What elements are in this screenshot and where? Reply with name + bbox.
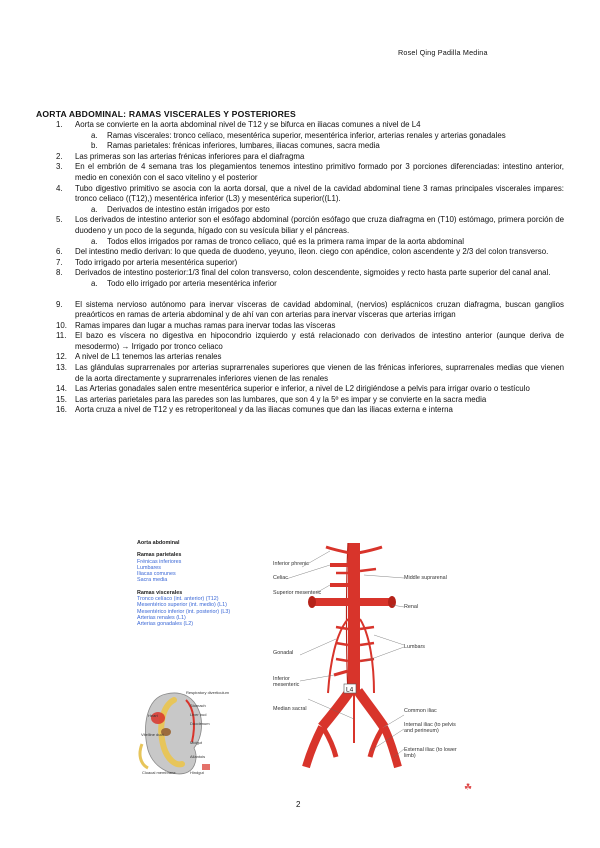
label-median-sacral: Median sacral xyxy=(273,706,307,712)
label-inferior-phrenic: Inferior phrenic xyxy=(273,561,309,567)
legend-visceral-title: Ramas viscerales xyxy=(137,589,183,596)
list-item-number: 7. xyxy=(56,257,63,267)
legend-visceral-item: Mesentérico inferior (int. posterior) (L3) xyxy=(137,608,231,615)
list-item-text: El bazo es víscera no digestiva en hipocondrio izquierdo y está relacionado con derivados de intestino anterior (aunque deriva de mesodermo) → Irrigado por tronco celiaco xyxy=(75,331,564,351)
label-celiac: Celiac xyxy=(273,575,288,581)
l4-badge: L4 xyxy=(346,686,354,694)
list-item-number: 14. xyxy=(56,384,67,394)
label-superior-mesenteric: Superior mesenteric xyxy=(273,590,322,596)
legend-visceral-item: Arterias renales (L1) xyxy=(137,614,186,621)
embryo-label: Hindgut xyxy=(190,770,204,775)
list-item-text: Derivados de intestino posterior:1/3 final del colon transverso, colon descendente, sigmoides y recto hasta parte superior del canal anal. xyxy=(75,268,551,278)
list-item-text: Del intestino medio derivan: lo que queda de duodeno, yeyuno, íleon. ciego con apéndice, colon ascendente y 2/3 del colon transverso. xyxy=(75,247,549,257)
embryo-label: Liver bud xyxy=(190,712,207,717)
list-item xyxy=(36,268,564,279)
label-middle-suprarenal: Middle suprarenal xyxy=(404,575,447,581)
list-item xyxy=(36,321,564,332)
legend-parietal-item: Lumbares xyxy=(137,564,161,571)
section-heading: AORTA ABDOMINAL: RAMAS VISCERALES Y POSTERIORES xyxy=(36,109,296,119)
list-item-text: Las Arterias gonadales salen entre mesentérica superior e inferior, a nivel de L2 dirigiéndose a pelvis para irrigar ovario o testículo xyxy=(75,384,530,394)
list-item-number: 9. xyxy=(56,299,63,309)
list-item-number: a. xyxy=(91,278,98,288)
legend-parietal-item: Iliacas comunes xyxy=(137,571,176,578)
list-subitem xyxy=(36,237,564,248)
list-item-number: 13. xyxy=(56,363,67,373)
list-item-number: 3. xyxy=(56,162,63,172)
list-item xyxy=(36,363,564,384)
list-item-number: a. xyxy=(91,130,98,140)
list-subitem xyxy=(36,131,564,142)
embryo-label: Midgut xyxy=(190,740,203,745)
embryo-label: Allantois xyxy=(190,754,206,759)
list-item-text: Ramas viscerales: tronco celíaco, mesentérica superior, mesentérica inferior, arterias renales y arterias gonadales xyxy=(107,130,506,140)
list-item xyxy=(36,300,564,321)
embryo-label: Cloacal membrane xyxy=(142,770,176,775)
list-item xyxy=(36,247,564,258)
list-item-text: Los derivados de intestino anterior son el esófago abdominal (porción esófago que cruza diafragma en (T10) estómago, primera porción de duodeno y un poco de la segunda, hígado con su vesícula biliar y el páncreas. xyxy=(75,215,564,235)
embryo-label: Duodenum xyxy=(190,721,210,726)
list-item-number: 15. xyxy=(56,394,67,404)
list-item xyxy=(36,162,564,183)
list-item-text: Las primeras son las arterias frénicas inferiores para el diafragma xyxy=(75,151,305,161)
list-item-number: 16. xyxy=(56,405,67,415)
list-item-number: 2. xyxy=(56,151,63,161)
list-subitem xyxy=(36,141,564,152)
list-item xyxy=(36,215,564,236)
embryo-label: Heart xyxy=(148,713,158,718)
list-item-text: Ramas impares dan lugar a muchas ramas para inervar todas las vísceras xyxy=(75,320,336,330)
list-item xyxy=(36,184,564,205)
figure-legend xyxy=(137,540,230,628)
page-number: 2 xyxy=(296,800,301,809)
list-subitem xyxy=(36,279,564,290)
stamp-icon: ☘ xyxy=(464,782,473,792)
list-item-number: 4. xyxy=(56,183,63,193)
list-item-number: b. xyxy=(91,141,98,151)
list-subitem xyxy=(36,205,564,216)
label-external-iliac: External iliac (to lower limb) xyxy=(404,747,457,759)
list-item-text: Las arterias parietales para las paredes son las lumbares, que son 4 y la 5º es impar y se convierte en la sacra media xyxy=(75,394,487,404)
list-item xyxy=(36,152,564,163)
label-common-iliac: Common iliac xyxy=(404,708,437,714)
legend-visceral-item: Tronco celíaco (int. anterior) (T12) xyxy=(137,596,219,603)
list-item-number: a. xyxy=(91,204,98,214)
list-item-number: 8. xyxy=(56,268,63,278)
legend-visceral-item: Mesentérico superior (int. medio) (L1) xyxy=(137,602,227,609)
list-item-text: Aorta cruza a nivel de T12 y es retroperitoneal y da las iliacas comunes que dan las iliacas externa e interna xyxy=(75,405,453,415)
list-item-text: Todo irrigado por arteria mesentérica superior) xyxy=(75,257,238,267)
legend-visceral-item: Arterias gonadales (L2) xyxy=(137,621,194,628)
embryo-label: Respiratory diverticulum xyxy=(186,690,229,695)
list-item-text: Ramas parietales: frénicas inferiores, lumbares, iliacas comunes, sacra media xyxy=(107,141,380,151)
list-item-text: Las glándulas suprarrenales por arterias suprarrenales superiores que vienen de las frénicas inferiores, suprarrenales medias que vienen de la aorta directamente y suprarrenales inferiores vienen de las renales xyxy=(75,363,564,383)
legend-title: Aorta abdominal xyxy=(137,540,180,546)
list-item xyxy=(36,331,564,352)
list-item-number: 1. xyxy=(56,120,63,129)
list-item-text: En el embrión de 4 semana tras los plegamientos tenemos intestino primitivo formado por 3 porciones diferenciadas: intestino anterior, medio en conexión con el saco vitelino y el posterior xyxy=(75,162,564,182)
embryo-label: Stomach xyxy=(190,703,206,708)
list-item-text: A nivel de L1 tenemos las arterias renales xyxy=(75,352,222,362)
list-item xyxy=(36,258,564,269)
legend-parietal-title: Ramas parietales xyxy=(137,552,182,559)
label-inferior-mesenteric: Inferior mesenteric xyxy=(273,676,300,688)
list-item-number: 11. xyxy=(56,331,67,341)
list-item xyxy=(36,395,564,406)
legend-parietal-item: Sacra media xyxy=(137,577,168,584)
label-lumbars: Lumbars xyxy=(404,644,425,650)
list-item-number: 6. xyxy=(56,247,63,257)
list-item-text: Aorta se convierte en la aorta abdominal nivel de T12 y se bifurca en iliacas comunes a nivel de L4 xyxy=(75,120,421,129)
list-item-number: 10. xyxy=(56,320,67,330)
label-renal: Renal xyxy=(404,604,419,610)
list-item-text: Todo ello irrigado por arteria mesentérica inferior xyxy=(107,278,277,288)
list-item-text: Tubo digestivo primitivo se asocia con la aorta dorsal, que a nivel de la cavidad abdominal tiene 3 ramas principales viscerales impares: tronco celiaco ((T12),) mesentérica inferior (L3) y mesentérica superior((L1). xyxy=(75,183,564,204)
label-internal-iliac: Internal iliac (to pelvis and perineum) xyxy=(404,722,456,734)
list-item-number: 5. xyxy=(56,215,63,225)
list-item-text: Derivados de intestino están irrigados por esto xyxy=(107,204,270,214)
list-gap xyxy=(36,290,564,300)
list-item xyxy=(36,405,564,416)
list-item-number: a. xyxy=(91,236,98,246)
author-name: Rosel Qing Padilla Medina xyxy=(398,48,488,57)
list-item xyxy=(36,352,564,363)
list-item-text: El sistema nervioso autónomo para inervar vísceras de cavidad abdominal, (nervios) esplácnicos cruzan diafragma, buscan ganglios preaórticos en ramas de arteria abdominal y de ahí van con arterias para inervar vísceras que arterias irrigan xyxy=(75,299,564,320)
embryo-label: Vitelline duct xyxy=(141,732,164,737)
list-item xyxy=(36,120,564,131)
legend-parietal-item: Frénicas inferiores xyxy=(137,558,182,565)
item-list xyxy=(36,120,564,416)
list-item-text: Todos ellos irrigados por ramas de tronco celiaco, qué es la primera rama impar de la aorta abdominal xyxy=(107,236,465,246)
list-item-number: 12. xyxy=(56,352,67,362)
list-item xyxy=(36,384,564,395)
label-gonadal: Gonadal xyxy=(273,650,294,656)
